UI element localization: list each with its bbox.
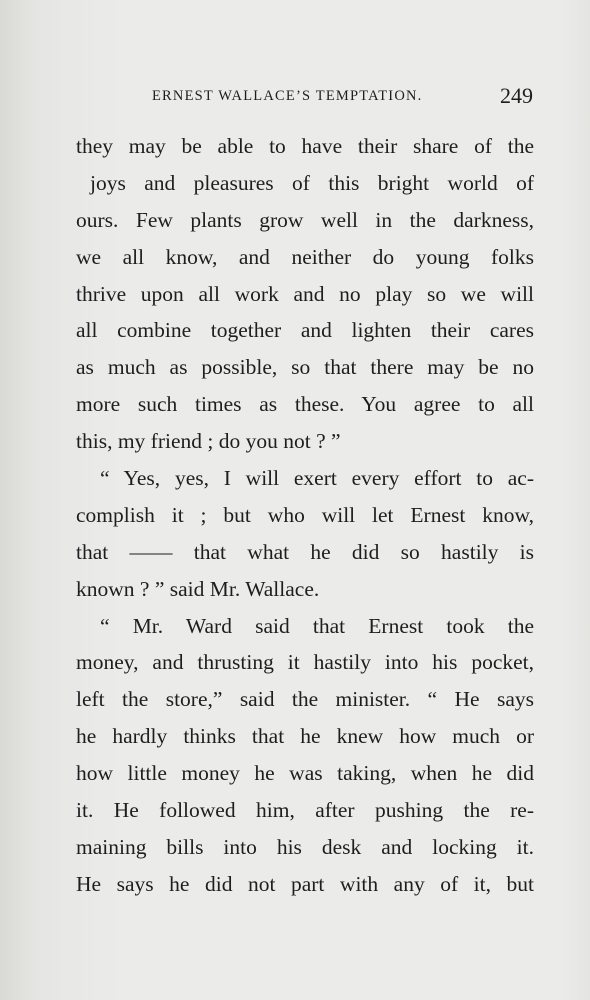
- running-head: [152, 84, 533, 110]
- text-line: all combine together and lighten their cares: [76, 318, 534, 343]
- text-line: it. He followed him, after pushing the re-: [76, 798, 534, 823]
- body-text: [76, 128, 534, 903]
- text-line: He says he did not part with any of it, but: [76, 871, 534, 896]
- text-line: more such times as these. You agree to all: [76, 392, 534, 417]
- text-line: that —— that what he did so hastily is: [76, 539, 534, 564]
- text-line: as much as possible, so that there may be no: [76, 355, 534, 380]
- text-line: we all know, and neither do young folks: [76, 244, 534, 269]
- text-line: joys and pleasures of this bright world of: [90, 170, 534, 195]
- text-line: maining bills into his desk and locking it.: [76, 834, 534, 859]
- running-title: ERNEST WALLACE’S TEMPTATION.: [152, 88, 423, 104]
- text-line: thrive upon all work and no play so we will: [76, 281, 534, 306]
- page-number: 249: [500, 83, 533, 108]
- text-line: left the store,” said the minister. “ He says: [76, 687, 534, 712]
- text-line: complish it ; but who will let Ernest know,: [76, 502, 534, 527]
- text-line: how little money he was taking, when he did: [76, 761, 534, 786]
- text-line: “ Yes, yes, I will exert every effort to ac-: [100, 466, 534, 491]
- text-line: “ Mr. Ward said that Ernest took the: [100, 613, 534, 638]
- text-line: they may be able to have their share of the: [76, 134, 534, 158]
- text-line: this, my friend ; do you not ? ”: [76, 429, 341, 454]
- text-line: he hardly thinks that he knew how much or: [76, 724, 534, 749]
- text-line: money, and thrusting it hastily into his pocket,: [76, 650, 534, 675]
- text-line: ours. Few plants grow well in the darkness,: [76, 207, 534, 232]
- text-line: known ? ” said Mr. Wallace.: [76, 576, 320, 601]
